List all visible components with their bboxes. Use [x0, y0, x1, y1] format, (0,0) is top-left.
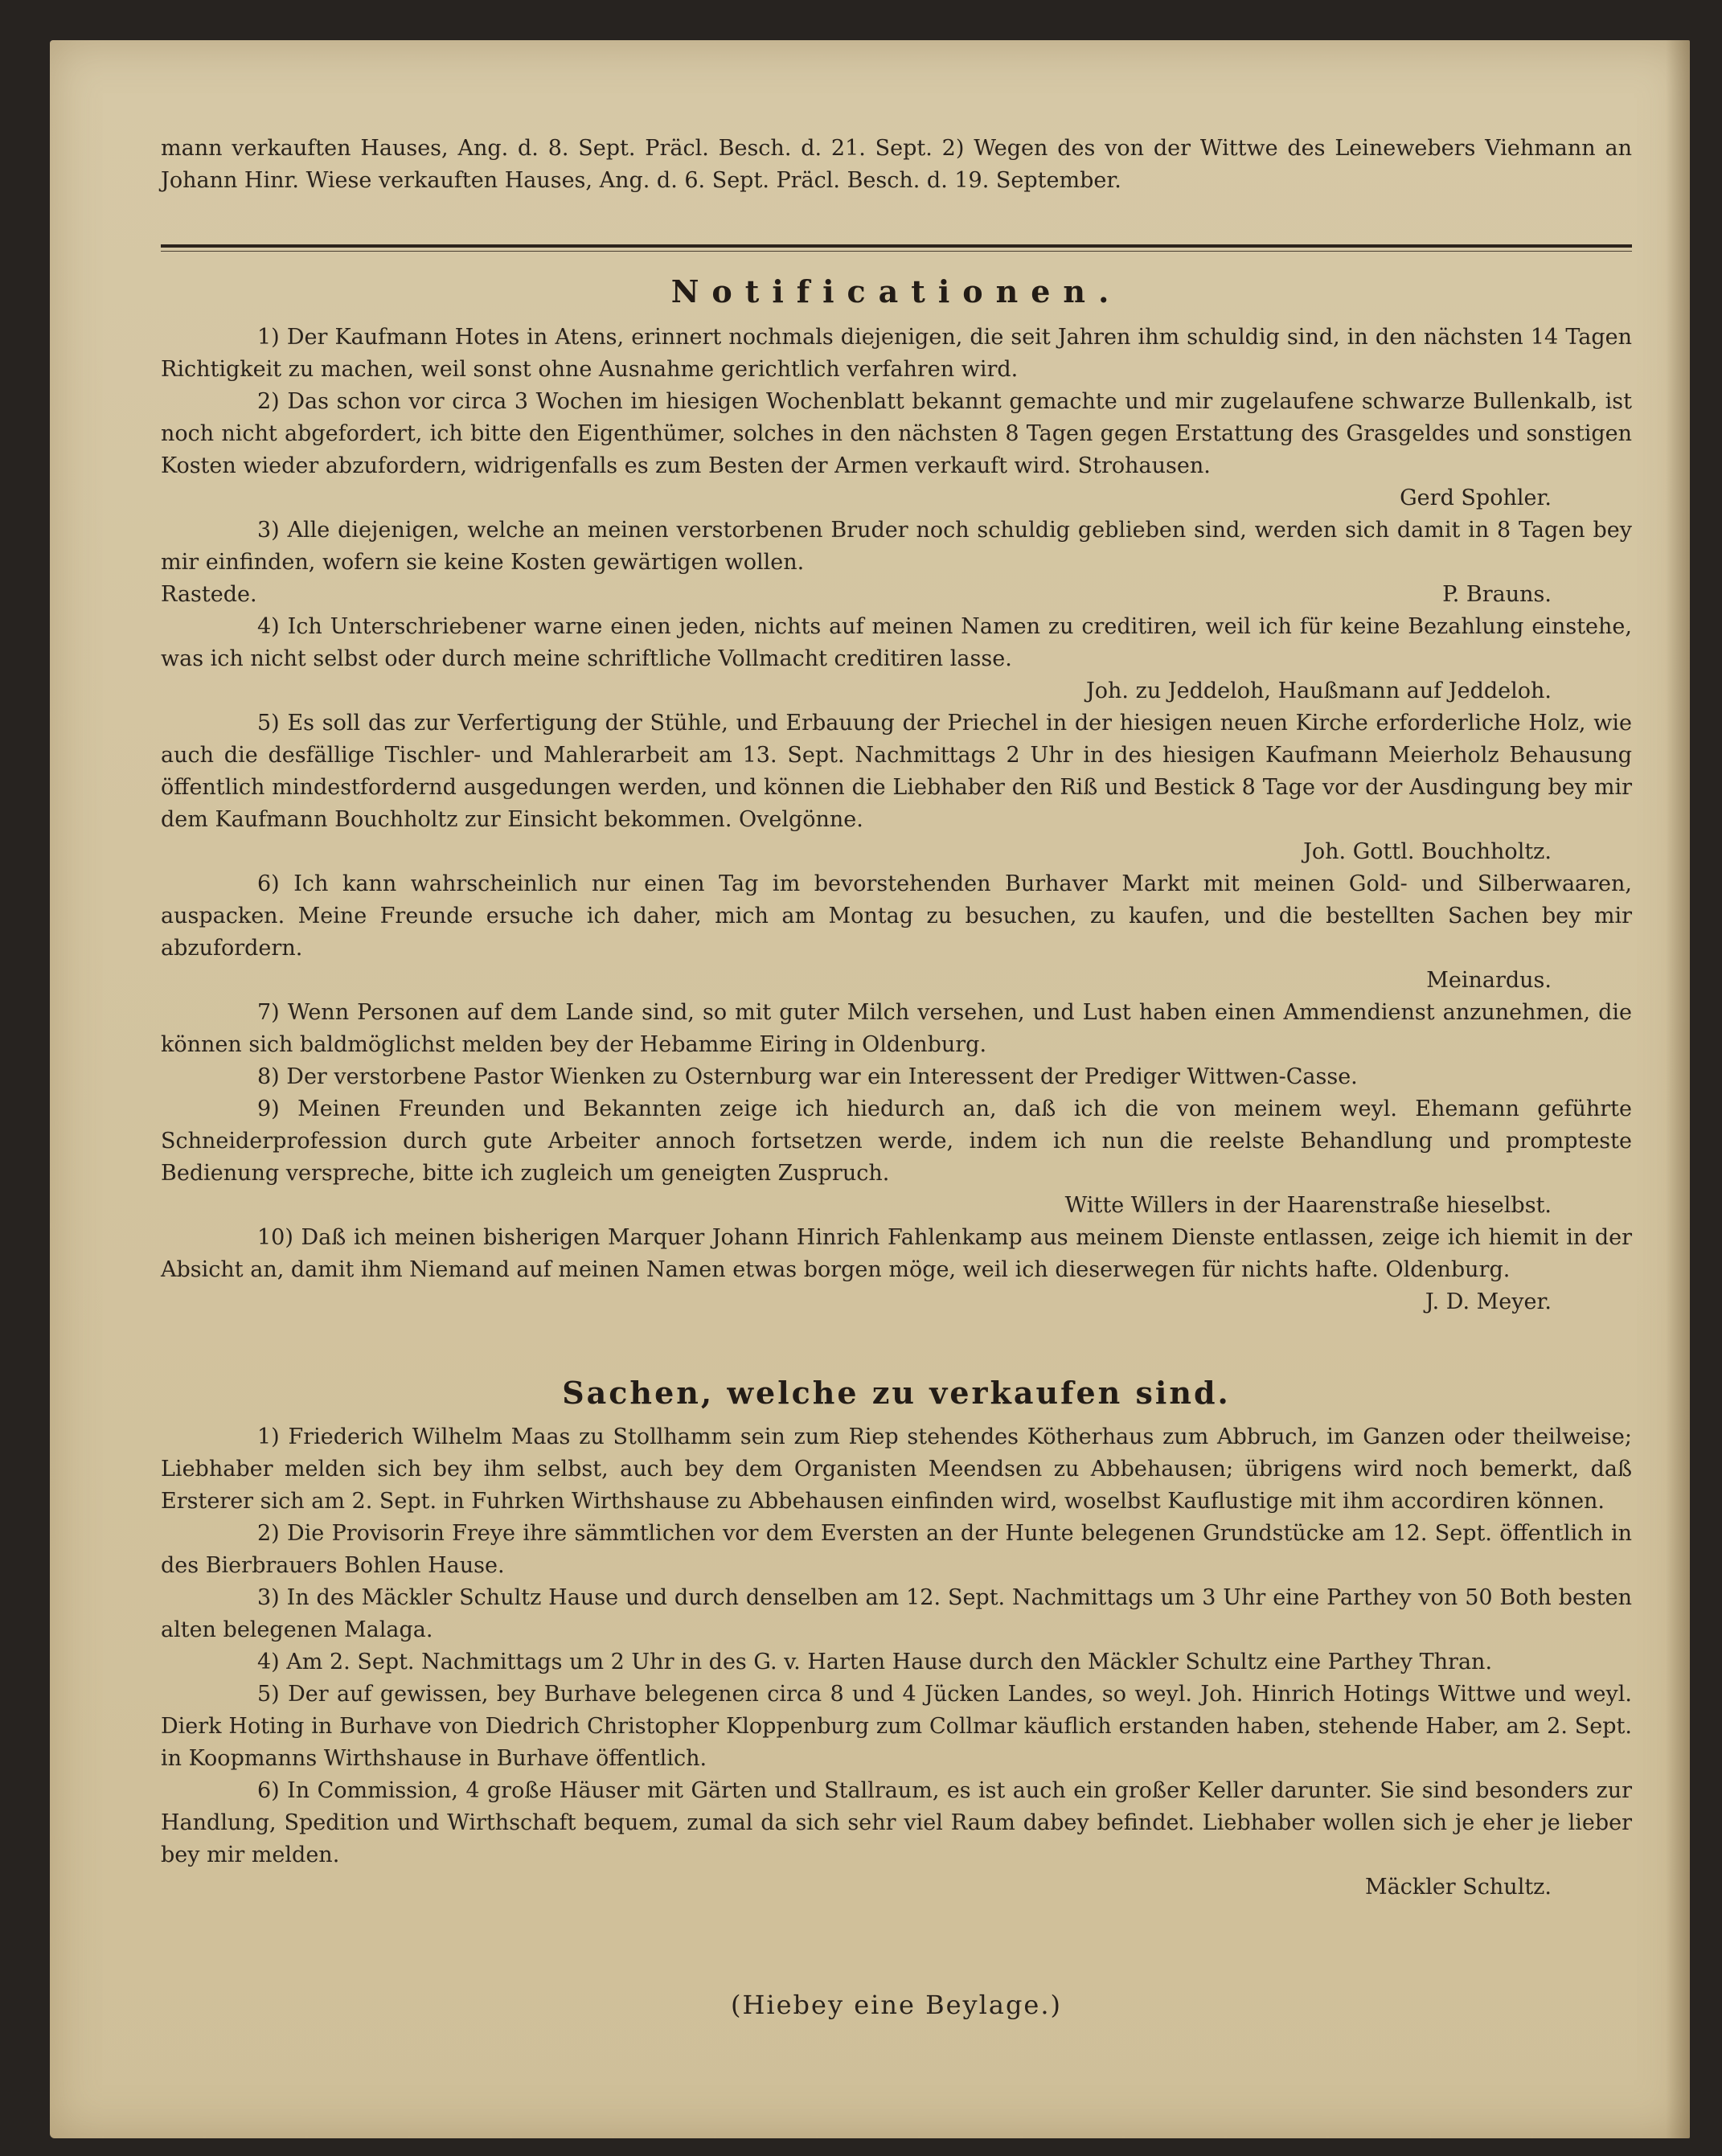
carryover-text: mann verkauften Hauses, Ang. d. 8. Sept. Präcl. Besch. d. 21. Sept. 2) Wegen des von der Wittwe des Leinewebers Viehmann an Johann Hinr. Wiese verkauften Hauses, Ang. d. 6. Sept. Präcl. Besch. d. 19. September. [161, 136, 1632, 193]
sale-item-5: 5) Der auf gewissen, bey Burhave belegenen circa 8 und 4 Jücken Landes, so weyl. Joh. Hinrich Hotings Wittwe und weyl. Dierk Hoting in Burhave von Diedrich Christopher Kloppenburg zum Collmar käuflich erstanden haben, stehende Haber, am 2. Sept. in Koopmanns Wirthshause in Burhave öffentlich. [161, 1682, 1632, 1771]
sales-heading: Sachen, welche zu verkaufen sind. [562, 1375, 1231, 1411]
section-rule-thin [161, 251, 1632, 252]
notifications-heading: Notificationen. [670, 273, 1122, 309]
notification-place-3: Rastede. [161, 582, 257, 607]
notification-item-1: 1) Der Kaufmann Hotes in Atens, erinnert nochmals diejenigen, die seit Jahren ihm schuldig sind, in den nächsten 14 Tagen Richtigkeit zu machen, weil sonst ohne Ausnahme gerichtlich verfahren wird. [161, 325, 1632, 382]
notification-item-9: 9) Meinen Freunden und Bekannten zeige ich hiedurch an, daß ich die von meinem weyl. Ehemann geführte Schneiderprofession durch gute Arbeiter annoch fortsetzen werde, indem ich nun die reelste Behandlung und prompteste Bedienung verspreche, bitte ich zugleich um geneigten Zuspruch. [161, 1096, 1632, 1186]
carryover-paragraph [161, 133, 1632, 197]
section-rule [161, 244, 1632, 248]
notification-signature-10: J. D. Meyer. [1425, 1289, 1552, 1314]
sale-item-1: 1) Friederich Wilhelm Maas zu Stollhamm sein zum Riep stehendes Kötherhaus zum Abbruch, im Ganzen oder theilweise; Liebhaber melden sich bey ihm selbst, auch bey dem Organisten Meendsen zu Abbehausen; übrigens wird noch bemerkt, daß Ersterer sich am 2. Sept. in Fuhrken Wirthshause zu Abbehausen einfinden wird, woselbst Kauflustige mit ihm accordiren können. [161, 1424, 1632, 1514]
notification-signature-row-3 [161, 579, 1632, 611]
notification-signature-6: Meinardus. [1426, 968, 1552, 993]
sale-item-2: 2) Die Provisorin Freye ihre sämmtlichen vor dem Eversten an der Hunte belegenen Grundstücke am 12. Sept. öffentlich in des Bierbrauers Bohlen Hause. [161, 1521, 1632, 1578]
notification-item-10: 10) Daß ich meinen bisherigen Marquer Johann Hinrich Fahlenkamp aus meinem Dienste entlassen, zeige ich hiemit in der Absicht an, damit ihm Niemand auf meinen Namen etwas borgen möge, weil ich dieserwegen für nichts hafte. Oldenburg. [161, 1225, 1632, 1282]
notification-item-4: 4) Ich Unterschriebener warne einen jeden, nichts auf meinen Namen zu creditiren, weil ich für keine Bezahlung einstehe, was ich nicht selbst oder durch meine schriftliche Vollmacht creditiren lasse. [161, 614, 1632, 671]
sale-item-3: 3) In des Mäckler Schultz Hause und durch denselben am 12. Sept. Nachmittags um 3 Uhr eine Parthey von 50 Both besten alten belegenen Malaga. [161, 1585, 1632, 1642]
notification-signature-3: P. Brauns. [1442, 582, 1552, 607]
notification-item-8: 8) Der verstorbene Pastor Wienken zu Osternburg war ein Interessent der Prediger Wittwen-Casse. [257, 1064, 1358, 1089]
notification-item-3: 3) Alle diejenigen, welche an meinen verstorbenen Bruder noch schuldig geblieben sind, werden sich damit in 8 Tagen bey mir einfinden, wofern sie keine Kosten gewärtigen wollen. [161, 518, 1632, 575]
notification-signature-9: Witte Willers in der Haarenstraße hieselbst. [1064, 1193, 1552, 1218]
supplement-note: (Hiebey eine Beylage.) [730, 1990, 1063, 2020]
sale-item-4: 4) Am 2. Sept. Nachmittags um 2 Uhr in des G. v. Harten Hause durch den Mäckler Schultz eine Parthey Thran. [257, 1650, 1493, 1674]
notification-item-5: 5) Es soll das zur Verfertigung der Stühle, und Erbauung der Priechel in der hiesigen neuen Kirche erforderliche Holz, wie auch die desfällige Tischler- und Mahlerarbeit am 13. Sept. Nachmittags 2 Uhr in des hiesigen Kaufmann Meierholz Behausung öffentlich mindestfordernd ausgedungen werden, und können die Liebhaber den Riß und Bestick 8 Tage vor der Ausdingung bey mir dem Kaufmann Bouchholtz zur Einsicht bekommen. Ovelgönne. [161, 711, 1632, 832]
sale-signature-6: Mäckler Schultz. [1364, 1875, 1552, 1900]
notifications-list [161, 322, 1632, 1318]
sales-list [161, 1421, 1632, 1904]
notification-item-2: 2) Das schon vor circa 3 Wochen im hiesigen Wochenblatt bekannt gemachte und mir zugelaufene schwarze Bullenkalb, ist noch nicht abgefordert, ich bitte den Eigenthümer, solches in den nächsten 8 Tagen gegen Erstattung des Grasgeldes und sonstigen Kosten wieder abzufordern, widrigenfalls es zum Besten der Armen verkauft wird. Strohausen. [161, 389, 1632, 478]
notification-signature-2: Gerd Spohler. [1400, 486, 1552, 510]
sale-item-6: 6) In Commission, 4 große Häuser mit Gärten und Stallraum, es ist auch ein großer Keller darunter. Sie sind besonders zur Handlung, Spedition und Wirthschaft bequem, zumal da sich sehr viel Raum dabey befindet. Liebhaber wollen sich je eher je lieber bey mir melden. [161, 1778, 1632, 1867]
page-edge-shadow [1666, 40, 1690, 2138]
notification-item-7: 7) Wenn Personen auf dem Lande sind, so mit guter Milch versehen, und Lust haben einen Ammendienst anzunehmen, die können sich baldmöglichst melden bey der Hebamme Eiring in Oldenburg. [161, 1000, 1632, 1057]
notification-signature-4: Joh. zu Jeddeloh, Haußmann auf Jeddeloh. [1085, 678, 1552, 703]
notification-signature-5: Joh. Gottl. Bouchholtz. [1303, 839, 1552, 864]
notification-item-6: 6) Ich kann wahrscheinlich nur einen Tag im bevorstehenden Burhaver Markt mit meinen Gold- und Silberwaaren, auspacken. Meine Freunde ersuche ich daher, mich am Montag zu besuchen, zu kaufen, und die bestellten Sachen bey mir abzufordern. [161, 871, 1632, 961]
